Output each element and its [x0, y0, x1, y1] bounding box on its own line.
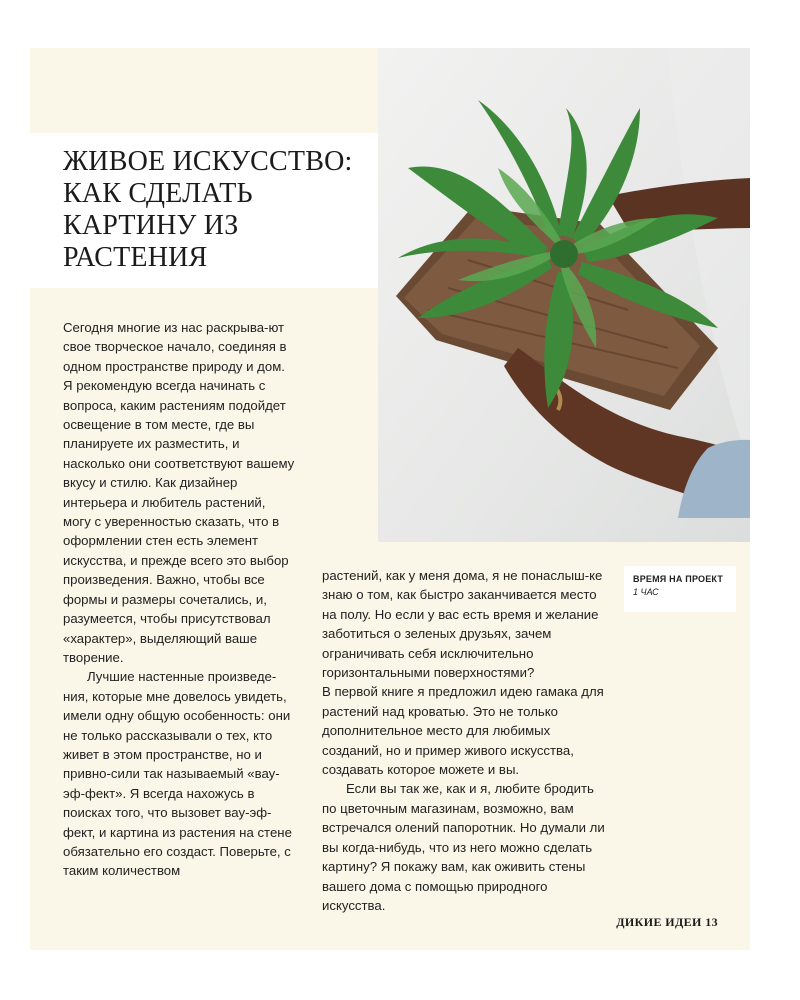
project-time-box	[624, 566, 736, 612]
body-paragraph: Если вы так же, как и я, любите бродить по цветочным магазинам, возможно, вам встречался олений папоротник. Но думали ли вы когда-нибудь, что из него можно сделать картину? Я покажу вам, как оживить стены вашего дома с помощью природного искусства.	[322, 781, 605, 913]
article-title: ЖИВОЕ ИСКУССТВО: КАК СДЕЛАТЬ КАРТИНУ ИЗ РАСТЕНИЯ	[63, 146, 353, 273]
body-paragraph: В первой книге я предложил идею гамака для растений над кроватью. Это не только дополнительное место для любимых созданий, но и пример живого искусства, создавать которое можете и вы.	[322, 684, 604, 778]
staghorn-fern-photo	[378, 48, 750, 542]
project-time-label: ВРЕМЯ НА ПРОЕКТ	[633, 574, 724, 584]
staghorn-fern-on-wood-board-photo	[378, 48, 750, 542]
body-column-1	[63, 318, 295, 881]
body-paragraph: Лучшие настенные произведе-ния, которые мне довелось увидеть, имели одну общую особенность: они не только рассказывали о тех, кто живет в этом пространстве, но и привно-сили так называемый «вау-эф-фект». Я всегда нахожусь в поисках того, что вызовет вау-эф-фект, и картина из растения на стене обязательно его создаст. Поверьте, с таким количеством	[63, 669, 292, 879]
project-time-value: 1 ЧАС	[633, 587, 659, 597]
body-paragraph: Сегодня многие из нас раскрыва-ют свое творческое начало, соединяя в одном пространстве природу и дом. Я рекомендую всегда начинать с вопроса, каким растениям подойдет освещение в том месте, где вы планируете их разместить, и насколько они соответствуют вашему вкусу и стилю. Как дизайнер интерьера и любитель растений, могу с уверенностью сказать, что в оформлении стен есть элемент искусства, и прежде всего это выбор произведения. Важно, чтобы все формы и размеры сочетались, и, разумеется, чтобы присутствовал «характер», выделяющий ваше творение.	[63, 320, 295, 665]
body-paragraph: растений, как у меня дома, я не понаслыш-ке знаю о том, как быстро заканчивается место на полу. Но если у вас есть время и желание заботиться о зеленых друзьях, зачем ограничивать себя исключительно горизонтальными поверхностями?	[322, 568, 603, 681]
body-column-2	[322, 566, 612, 915]
page-folio: ДИКИЕ ИДЕИ 13	[616, 915, 718, 929]
